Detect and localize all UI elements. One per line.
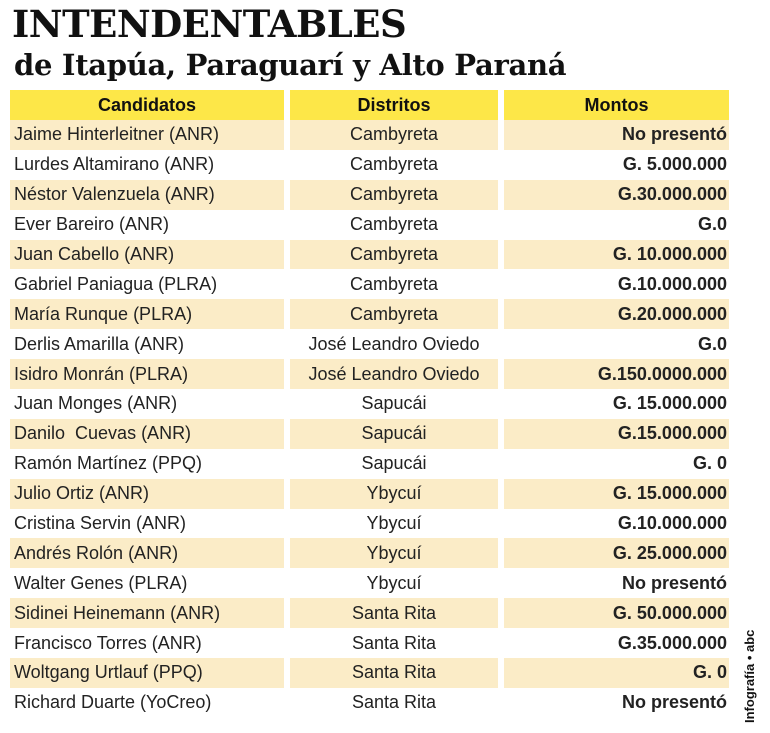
candidate-name: Danilo Cuevas (ANR): [14, 423, 192, 444]
candidate-name: Gabriel Paniagua (PLRA): [14, 273, 218, 294]
column-separator: [498, 90, 504, 718]
candidate-name: Andrés Rolón (ANR): [14, 542, 179, 563]
candidate-name: Richard Duarte (YoCreo): [14, 692, 212, 713]
candidate-name: Francisco Torres (ANR): [14, 632, 202, 653]
table-row: [10, 359, 729, 389]
amount-value: G.0: [697, 333, 727, 354]
amount-value: G. 0: [692, 453, 727, 474]
amount-value: G.20.000.000: [617, 303, 727, 324]
table-row: [10, 120, 729, 150]
district-name: José Leandro Oviedo: [308, 333, 480, 354]
amount-value: No presentó: [621, 572, 727, 593]
amount-value: G. 50.000.000: [612, 602, 727, 623]
candidate-name: Julio Ortiz (ANR): [14, 483, 150, 504]
amount-value: G.15.000.000: [617, 423, 727, 444]
credit: [742, 590, 770, 725]
candidate-name: Sidinei Heinemann (ANR): [14, 602, 221, 623]
table-row: [10, 568, 729, 598]
amount-value: G. 25.000.000: [612, 542, 727, 563]
table-row: [10, 538, 729, 568]
infographic-subtitle: de Itapúa, Paraguarí y Alto Paraná: [14, 48, 567, 82]
candidate-name: Ramón Martínez (PPQ): [14, 453, 203, 474]
credit-text: Infografía • abc: [742, 629, 757, 723]
table-row: [10, 269, 729, 299]
table-row: [10, 240, 729, 270]
column-separator: [284, 90, 290, 718]
district-name: Cambyreta: [349, 184, 439, 205]
district-name: Cambyreta: [349, 273, 439, 294]
candidate-name: María Runque (PLRA): [14, 303, 193, 324]
amount-value: G. 5.000.000: [622, 154, 727, 175]
candidate-name: Derlis Amarilla (ANR): [14, 333, 185, 354]
amount-value: G. 0: [692, 662, 727, 683]
candidates-table: [10, 90, 729, 718]
table-row: [10, 210, 729, 240]
district-name: Santa Rita: [351, 662, 437, 683]
table-row: [10, 150, 729, 180]
header-montos: Montos: [504, 90, 729, 120]
amount-value: G.0: [697, 214, 727, 235]
header-candidatos: Candidatos: [10, 90, 284, 120]
table-body: [10, 120, 729, 718]
candidate-name: Isidro Monrán (PLRA): [14, 363, 189, 384]
district-name: José Leandro Oviedo: [308, 363, 480, 384]
amount-value: G. 15.000.000: [612, 483, 727, 504]
table-header: [10, 90, 729, 120]
district-name: Ybycuí: [366, 542, 422, 563]
table-row: [10, 509, 729, 539]
candidate-name: Walter Genes (PLRA): [14, 572, 188, 593]
amount-value: G.150.0000.000: [597, 363, 727, 384]
district-name: Sapucái: [361, 423, 427, 444]
amount-value: G. 10.000.000: [612, 244, 727, 264]
district-name: Santa Rita: [351, 602, 437, 623]
table-row: [10, 389, 729, 419]
amount-value: G.35.000.000: [617, 632, 727, 653]
table-row: [10, 299, 729, 329]
district-name: Ybycuí: [366, 513, 422, 534]
amount-value: No presentó: [621, 692, 727, 713]
amount-value: G.30.000.000: [617, 184, 727, 205]
district-name: Santa Rita: [351, 692, 437, 713]
table-row: [10, 449, 729, 479]
amount-value: No presentó: [621, 124, 727, 145]
table-row: [10, 180, 729, 210]
district-name: Cambyreta: [349, 154, 439, 175]
candidate-name: Jaime Hinterleitner (ANR): [14, 124, 220, 145]
district-name: Cambyreta: [349, 214, 439, 235]
candidate-name: Lurdes Altamirano (ANR): [14, 154, 215, 175]
district-name: Cambyreta: [349, 244, 439, 264]
table-row: [10, 598, 729, 628]
district-name: Sapucái: [361, 393, 427, 414]
table-row: [10, 479, 729, 509]
district-name: Santa Rita: [351, 632, 437, 653]
district-name: Ybycuí: [366, 483, 422, 504]
candidate-name: Juan Monges (ANR): [14, 393, 178, 414]
amount-value: G.10.000.000: [617, 513, 727, 534]
candidate-name: Ever Bareiro (ANR): [14, 214, 170, 235]
candidate-name: Woltgang Urtlauf (PPQ): [14, 662, 203, 683]
candidate-name: Néstor Valenzuela (ANR): [14, 184, 215, 205]
district-name: Cambyreta: [349, 124, 439, 145]
district-name: Cambyreta: [349, 303, 439, 324]
infographic-title: INTENDENTABLES: [12, 2, 407, 46]
amount-value: G. 15.000.000: [612, 393, 727, 414]
table-row: [10, 628, 729, 658]
amount-value: G.10.000.000: [617, 273, 727, 294]
table-row: [10, 419, 729, 449]
district-name: Sapucái: [361, 453, 427, 474]
header-distritos: Distritos: [290, 90, 498, 120]
district-name: Ybycuí: [366, 572, 422, 593]
table-row: [10, 329, 729, 359]
candidate-name: Juan Cabello (ANR): [14, 244, 175, 264]
table-row: [10, 688, 729, 718]
table-row: [10, 658, 729, 688]
candidate-name: Cristina Servin (ANR): [14, 513, 187, 534]
